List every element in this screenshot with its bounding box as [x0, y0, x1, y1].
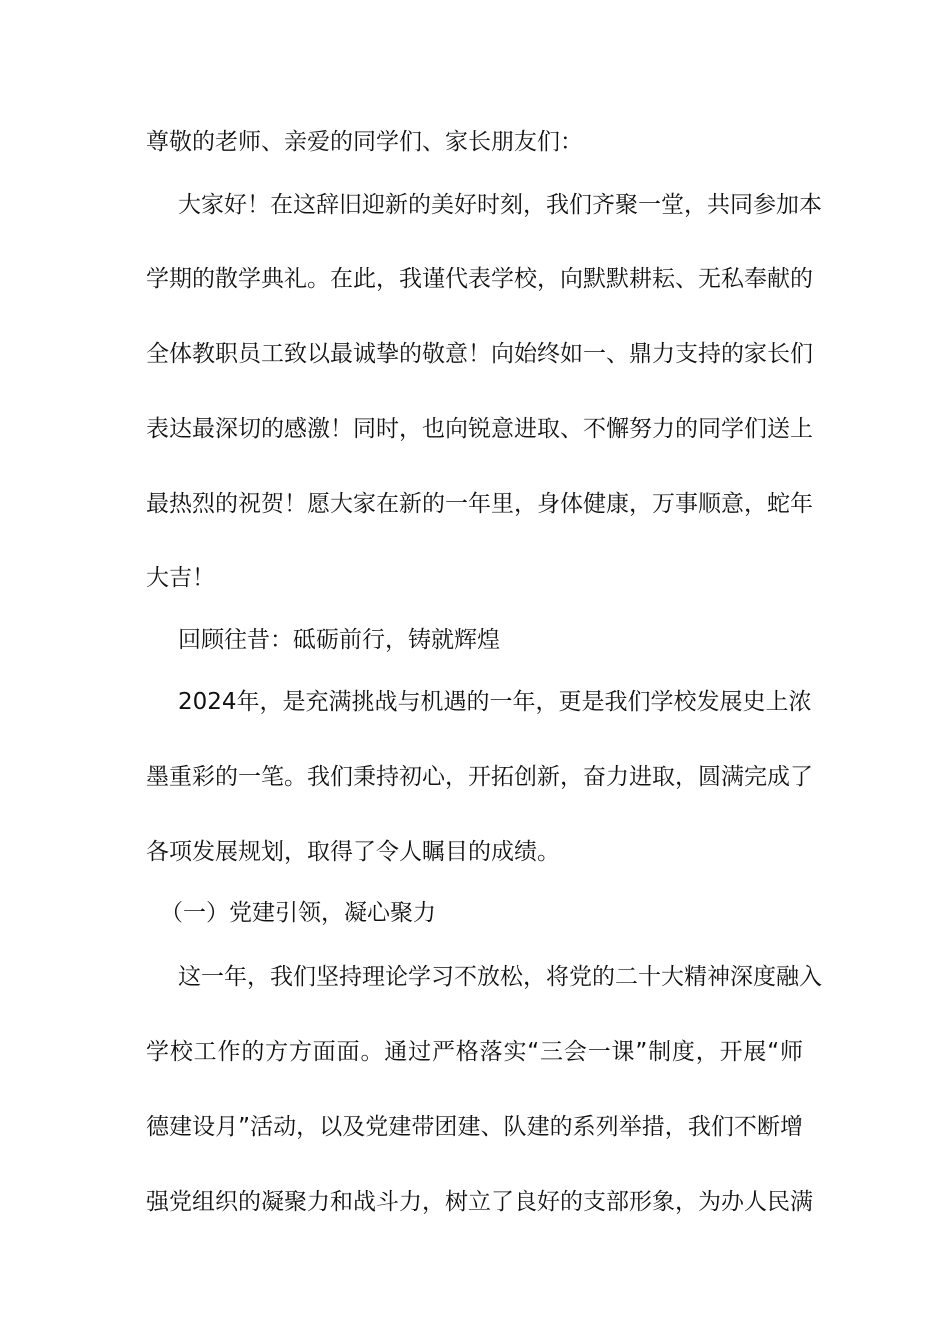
paragraph-line: 表达最深切的感激！同时，也向锐意进取、不懈努力的同学们送上: [146, 416, 813, 442]
paragraph-line: 强党组织的凝聚力和战斗力，树立了良好的支部形象，为办人民满: [146, 1189, 813, 1215]
paragraph-line: 2024年，是充满挑战与机遇的一年，更是我们学校发展史上浓: [178, 689, 812, 715]
salutation: 尊敬的老师、亲爱的同学们、家长朋友们：: [146, 129, 583, 155]
paragraph-line: 最热烈的祝贺！愿大家在新的一年里，身体健康，万事顺意，蛇年: [146, 491, 813, 517]
paragraph-line: 大家好！在这辞旧迎新的美好时刻，我们齐聚一堂，共同参加本: [178, 192, 822, 218]
paragraph-line: 这一年，我们坚持理论学习不放松，将党的二十大精神深度融入: [178, 964, 822, 990]
paragraph-line: 各项发展规划，取得了令人瞩目的成绩。: [146, 839, 560, 865]
subsection-heading: （一）党建引领，凝心聚力: [160, 900, 436, 926]
paragraph-line: 学期的散学典礼。在此，我谨代表学校，向默默耕耘、无私奉献的: [146, 266, 813, 292]
paragraph-line: 德建设月”活动，以及党建带团建、队建的系列举措，我们不断增: [146, 1114, 803, 1140]
paragraph-line: 墨重彩的一笔。我们秉持初心，开拓创新，奋力进取，圆满完成了: [146, 764, 813, 790]
section-heading: 回顾往昔：砥砺前行，铸就辉煌: [178, 627, 500, 653]
paragraph-line: 全体教职员工致以最诚挚的敬意！向始终如一、鼎力支持的家长们: [146, 341, 813, 367]
paragraph-line: 学校工作的方方面面。通过严格落实“三会一课”制度，开展“师: [146, 1039, 803, 1065]
paragraph-line: 大吉！: [146, 565, 215, 591]
